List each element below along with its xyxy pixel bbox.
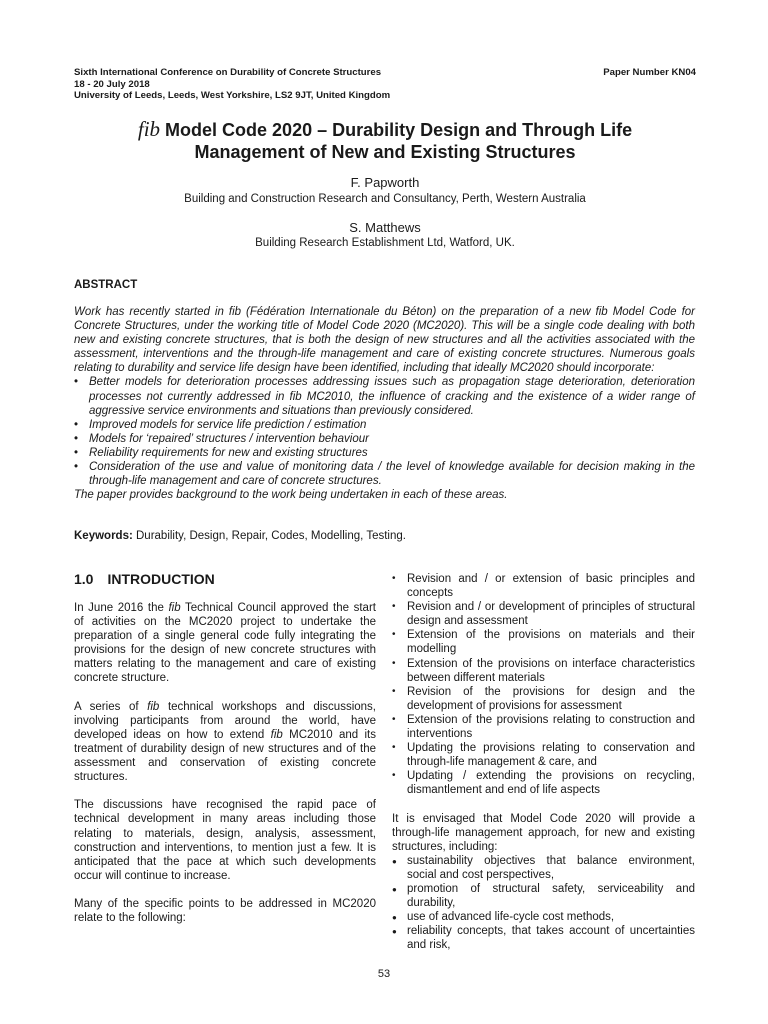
conference-header bbox=[74, 67, 696, 102]
fib-italic: fib bbox=[147, 700, 160, 713]
provisions-list bbox=[392, 572, 695, 798]
list-item: • Extension of the provisions on interface characteristics between different materials bbox=[392, 657, 695, 685]
text-run: A series of bbox=[74, 700, 148, 713]
title-line-1: Model Code 2020 – Durability Design and Through Life bbox=[160, 120, 633, 140]
title-fib: fib bbox=[137, 117, 161, 141]
text-run: Technical Council approved the start of activities on the MC2020 project to undertake the preparation of a single general code fully integrating the provisions for the design of new concrete structures with matters relating to the management and care of existing concrete structure. bbox=[74, 602, 376, 685]
keywords-text: Durability, Design, Repair, Codes, Modelling, Testing. bbox=[132, 530, 406, 542]
right-column bbox=[392, 572, 695, 953]
left-column bbox=[74, 601, 376, 939]
paragraph bbox=[74, 700, 376, 785]
fib-italic: fib bbox=[168, 602, 181, 614]
text-run: In June 2016 the bbox=[74, 602, 169, 614]
list-item: ● reliability concepts, that takes account of uncertainties and risk, bbox=[392, 924, 695, 952]
list-item: • Updating the provisions relating to conservation and through-life management & care, and bbox=[392, 741, 695, 769]
paragraph bbox=[74, 601, 376, 686]
title-line-2: Management of New and Existing Structures bbox=[194, 142, 576, 162]
conference-name: Sixth International Conference on Durability of Concrete Structures bbox=[74, 67, 382, 78]
paragraph: The discussions have recognised the rapid pace of technical development in many areas including those relating to materials, design, analysis, assessment, construction and interventions, to mention just a few. It is anticipated that the pace at which such developments occur will continue to increase. bbox=[74, 799, 376, 882]
keywords-label: Keywords: bbox=[74, 530, 133, 542]
section-title: INTRODUCTION bbox=[107, 571, 215, 587]
list-item: • Updating / extending the provisions on recycling, dismantlement and end of life aspects bbox=[392, 769, 695, 797]
section-heading bbox=[74, 571, 215, 587]
fib-italic: fib bbox=[270, 728, 283, 741]
list-item: ● use of advanced life-cycle cost methods, bbox=[392, 910, 695, 924]
abstract-intro: Work has recently started in fib (Fédération Internationale du Béton) on the preparation of a new fib Model Code for Concrete Structures, under the working title of Model Code 2020 (MC2020). This will be a single code dealing with both new and existing concrete structures, that is both the design of new structures and all the activities associated with the assessment, interventions and the through-life management and care of existing concrete structures. Numerous goals relating to durability and service life design have been identified, including that ideally MC2020 should incorporate: bbox=[74, 306, 695, 375]
conference-dates: 18 - 20 July 2018 bbox=[74, 78, 150, 90]
list-item: • Extension of the provisions relating to construction and interventions bbox=[392, 713, 695, 741]
author-1-name: F. Papworth bbox=[350, 175, 420, 190]
list-item: • Revision of the provisions for design and the development of provisions for assessment bbox=[392, 685, 695, 713]
abstract-body bbox=[74, 305, 695, 502]
author-1-affiliation: Building and Construction Research and Consultancy, Perth, Western Australia bbox=[184, 193, 586, 205]
abstract-closing: The paper provides background to the work being undertaken in each of these areas. bbox=[74, 489, 508, 502]
list-item: ● sustainability objectives that balance environment, social and cost perspectives, bbox=[392, 854, 695, 882]
abstract-bullet: • Reliability requirements for new and existing structures bbox=[74, 446, 695, 460]
list-item: ● promotion of structural safety, serviceability and durability, bbox=[392, 882, 695, 910]
abstract-bullet: • Better models for deterioration processes addressing issues such as propagation stage deterioration, deterioration processes not currently addressed in fib MC2010, the influence of cracking and the existence of a wider range of aggressive service environments and situations than previously considered. bbox=[74, 375, 695, 417]
abstract-bullet-list bbox=[74, 375, 695, 488]
abstract-bullet: • Models for ‘repaired’ structures / intervention behaviour bbox=[74, 432, 695, 446]
list-item: • Revision and / or extension of basic principles and concepts bbox=[392, 572, 695, 600]
text-run: technical workshops and discussions, involving participants from around the world, have developed ideas on how to extend bbox=[74, 700, 376, 741]
paragraph: Many of the specific points to be addressed in MC2020 relate to the following: bbox=[74, 897, 376, 925]
abstract-heading: ABSTRACT bbox=[74, 279, 138, 291]
text-run: MC2010 and its treatment of durability design of new structures and of the assessment and conservation of existing concrete structures. bbox=[74, 728, 376, 784]
list-item: • Extension of the provisions on materials and their modelling bbox=[392, 628, 695, 656]
paper-title bbox=[74, 118, 696, 163]
paper-number: Paper Number KN04 bbox=[603, 67, 696, 78]
conference-venue: University of Leeds, Leeds, West Yorkshire, LS2 9JT, United Kingdom bbox=[74, 90, 391, 101]
author-2-name: S. Matthews bbox=[349, 220, 421, 235]
page-number: 53 bbox=[377, 968, 391, 980]
abstract-bullet: • Consideration of the use and value of monitoring data / the level of knowledge available for decision making in the through-life management and care of concrete structures. bbox=[74, 460, 695, 488]
approach-list bbox=[392, 854, 695, 953]
paragraph: It is envisaged that Model Code 2020 will provide a through-life management approach, for new and existing structures, including: bbox=[392, 812, 695, 853]
list-item: • Revision and / or development of principles of structural design and assessment bbox=[392, 600, 695, 628]
keywords bbox=[74, 530, 406, 542]
section-number: 1.0 bbox=[74, 571, 94, 587]
author-2-affiliation: Building Research Establishment Ltd, Watford, UK. bbox=[255, 237, 515, 249]
abstract-bullet: • Improved models for service life prediction / estimation bbox=[74, 418, 695, 432]
